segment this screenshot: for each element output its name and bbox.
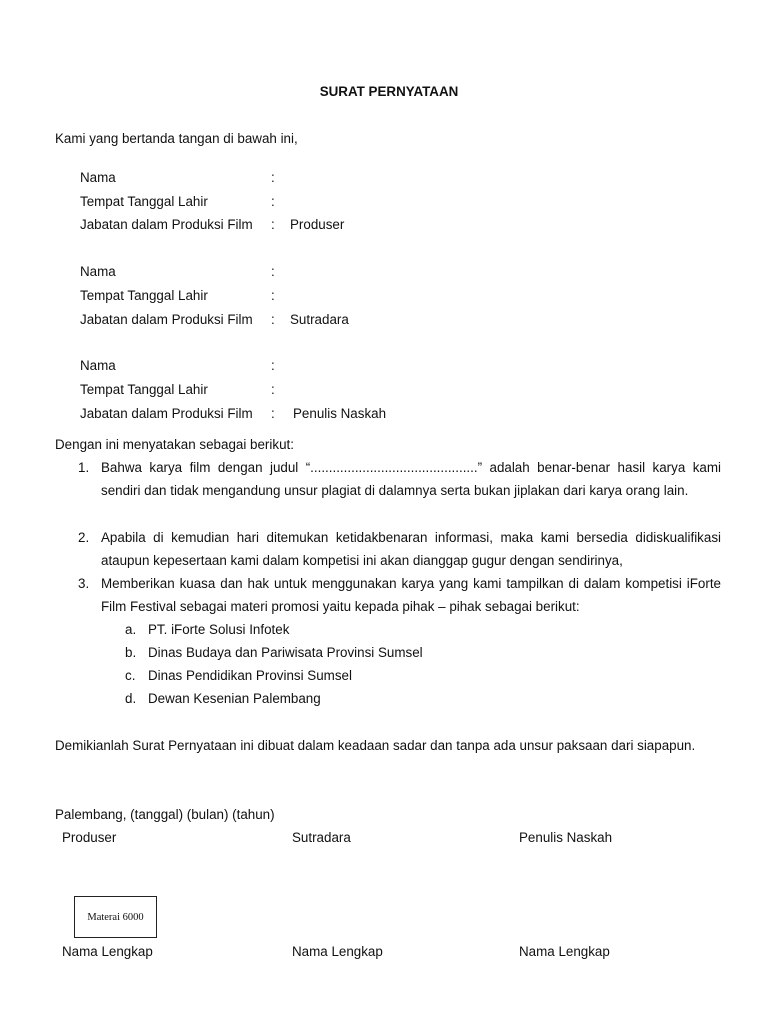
nama-label: Nama — [80, 264, 116, 279]
closing-text: Demikianlah Surat Pernyataan ini dibuat dalam keadaan sadar dan tanpa ada unsur paksaan dari siapapun. — [55, 738, 696, 753]
point-number: 3. — [78, 576, 90, 591]
sub-point-letter: a. — [125, 622, 137, 637]
colon: : — [271, 288, 275, 303]
jabatan-label: Jabatan dalam Produksi Film — [80, 312, 253, 327]
sub-point-letter: d. — [125, 691, 137, 706]
document-title: SURAT PERNYATAAN — [319, 84, 459, 99]
jabatan-value: Sutradara — [290, 312, 349, 327]
place-date: Palembang, (tanggal) (bulan) (tahun) — [55, 807, 275, 822]
sub-point-letter: c. — [125, 668, 136, 683]
colon: : — [271, 194, 275, 209]
point-text: Memberikan kuasa dan hak untuk menggunakan karya yang kami tampilkan di dalam kompetisi iForte Film Festival sebagai materi promosi yaitu kepada pihak – pihak sebagai berikut: — [101, 576, 721, 615]
sub-point-text: Dinas Budaya dan Pariwisata Provinsi Sumsel — [148, 645, 423, 660]
colon: : — [271, 406, 275, 421]
sign-name-penulis-naskah: Nama Lengkap — [519, 944, 610, 959]
statement-intro: Dengan ini menyatakan sebagai berikut: — [55, 437, 294, 452]
colon: : — [271, 312, 275, 327]
point-text: Apabila di kemudian hari ditemukan ketidakbenaran informasi, maka kami bersedia didiskualifikasi ataupun kepesertaan kami dalam kompetisi ini akan dianggap gugur dengan sendirinya, — [101, 530, 721, 569]
ttl-label: Tempat Tanggal Lahir — [80, 194, 208, 209]
materai-label: Materai 6000 — [87, 911, 144, 923]
jabatan-label: Jabatan dalam Produksi Film — [80, 406, 253, 421]
nama-label: Nama — [80, 170, 116, 185]
sub-point-letter: b. — [125, 645, 137, 660]
colon: : — [271, 264, 275, 279]
colon: : — [271, 358, 275, 373]
colon: : — [271, 217, 275, 232]
sign-role-produser: Produser — [62, 830, 117, 845]
sub-point-text: Dewan Kesenian Palembang — [148, 691, 321, 706]
jabatan-value: Produser — [290, 217, 345, 232]
jabatan-value: Penulis Naskah — [293, 406, 387, 421]
ttl-label: Tempat Tanggal Lahir — [80, 382, 208, 397]
intro-text: Kami yang bertanda tangan di bawah ini, — [55, 131, 298, 146]
point-text: Bahwa karya film dengan judul “.............................................” adalah benar-benar hasil karya kami sendiri dan tidak mengandung unsur plagiat di dalamnya serta bukan jiplakan dari karya orang lain. — [101, 460, 721, 499]
ttl-label: Tempat Tanggal Lahir — [80, 288, 208, 303]
sign-name-produser: Nama Lengkap — [62, 944, 153, 959]
colon: : — [271, 382, 275, 397]
sign-role-sutradara: Sutradara — [292, 830, 351, 845]
sub-point-text: PT. iForte Solusi Infotek — [148, 622, 290, 637]
sign-role-penulis-naskah: Penulis Naskah — [519, 830, 613, 845]
materai-stamp-box — [74, 896, 157, 938]
nama-label: Nama — [80, 358, 116, 373]
point-number: 2. — [78, 530, 90, 545]
colon: : — [271, 170, 275, 185]
point-number: 1. — [78, 460, 90, 475]
jabatan-label: Jabatan dalam Produksi Film — [80, 217, 253, 232]
sign-name-sutradara: Nama Lengkap — [292, 944, 383, 959]
sub-point-text: Dinas Pendidikan Provinsi Sumsel — [148, 668, 352, 683]
